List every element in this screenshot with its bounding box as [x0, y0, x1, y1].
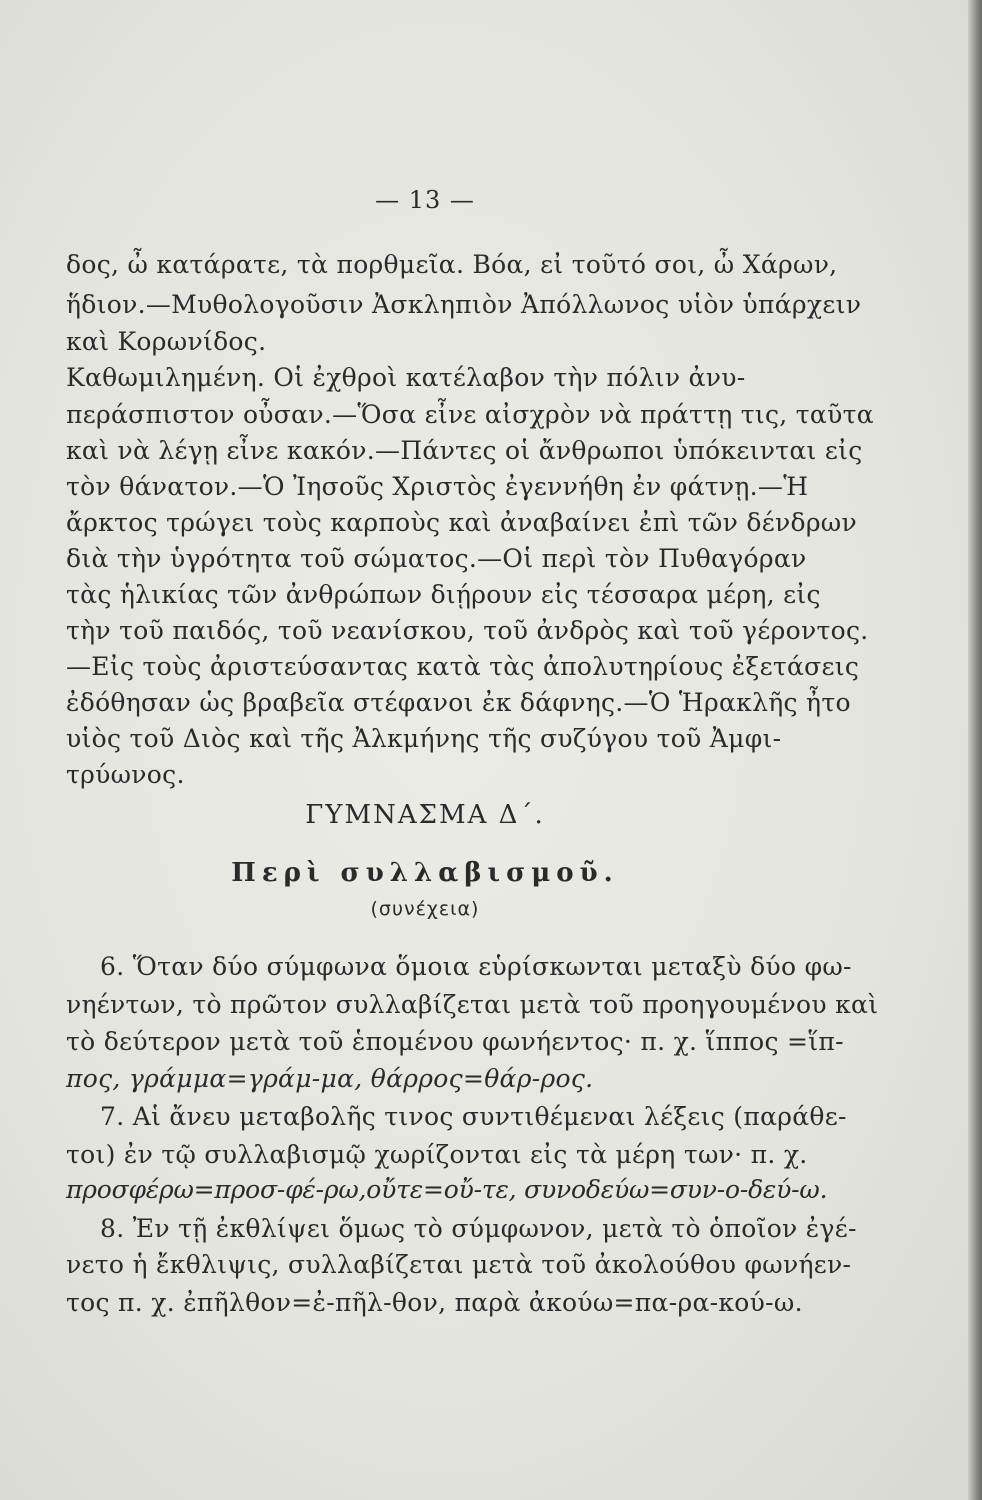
rule-line: νετο ἡ ἔκθλιψις, συλλαβίζεται μετὰ τοῦ ἀκολούθου φωνήεν- [66, 1250, 852, 1279]
section-note: (συνέχεια) [370, 898, 480, 920]
rule-line: προσφέρω=προσ-φέ-ρω,οὔτε=οὔ-τε, συνοδεύω=συν-ο-δεύ-ω. [66, 1175, 828, 1204]
text-line: καὶ Κορωνίδος. [66, 327, 267, 356]
text-line: τὴν τοῦ παιδός, τοῦ νεανίσκου, τοῦ ἀνδρὸς καὶ τοῦ γέροντος. [66, 616, 869, 645]
rule-line: 8. Ἐν τῇ ἐκθλίψει ὅμως τὸ σύμφωνον, μετὰ τὸ ὁποῖον ἐγέ- [100, 1214, 857, 1243]
text-line: υἱὸς τοῦ Διὸς καὶ τῆς Ἀλκμήνης τῆς συζύγου τοῦ Ἀμφι- [66, 724, 782, 753]
page-number: — 13 — [375, 186, 475, 214]
book-spine-shadow [968, 0, 982, 1500]
rule-line: 7. Αἱ ἄνευ μεταβολῆς τινος συντιθέμεναι λέξεις (παράθε- [100, 1102, 847, 1131]
rule-line: τὸ δεύτερον μετὰ τοῦ ἑπομένου φωνήεντος· π. χ. ἵππος =ἵπ- [66, 1027, 844, 1056]
text-line: —Εἰς τοὺς ἀριστεύσαντας κατὰ τὰς ἀπολυτηρίους ἐξετάσεις [66, 652, 860, 681]
rule-line: νηέντων, τὸ πρῶτον συλλαβίζεται μετὰ τοῦ προηγουμένου καὶ [66, 990, 879, 1019]
text-line: ἄρκτος τρώγει τοὺς καρποὺς καὶ ἀναβαίνει ἐπὶ τῶν δένδρων [66, 508, 857, 537]
text-line: τὰς ἡλικίας τῶν ἀνθρώπων διῄρουν εἰς τέσσαρα μέρη, εἰς [66, 580, 821, 609]
text-line: ἐδόθησαν ὡς βραβεῖα στέφανοι ἐκ δάφνης.—Ὁ Ἡρακλῆς ἦτο [66, 688, 851, 717]
text-line: δος, ὦ κατάρατε, τὰ πορθμεῖα. Βόα, εἰ τοῦτό σοι, ὦ Χάρων, [66, 250, 838, 279]
text-line: διὰ τὴν ὑγρότητα τοῦ σώματος.—Οἱ περὶ τὸν Πυθαγόραν [66, 544, 807, 573]
section-title: ΓΥΜΝΑΣΜΑ Δ΄. [305, 800, 545, 830]
text-line: περάσπιστον οὖσαν.—Ὅσα εἶνε αἰσχρὸν νὰ πράττῃ τις, ταῦτα [66, 400, 874, 429]
text-line: καὶ νὰ λέγῃ εἶνε κακόν.—Πάντες οἱ ἄνθρωποι ὑπόκεινται εἰς [66, 436, 863, 465]
rule-line: τοι) ἐν τῷ συλλαβισμῷ χωρίζονται εἰς τὰ μέρη των· π. χ. [66, 1140, 808, 1169]
text-line: τρύωνος. [66, 760, 185, 789]
rule-line: τος π. χ. ἐπῆλθον=ἐ-πῆλ-θον, παρὰ ἀκούω=πα-ρα-κού-ω. [66, 1288, 803, 1317]
section-subtitle: Περὶ συλλαβισμοῦ. [231, 858, 619, 888]
text-line: Καθωμιλημένη. Οἱ ἐχθροὶ κατέλαβον τὴν πόλιν ἀνυ- [66, 363, 746, 392]
text-line: ἥδιον.—Μυθολογοῦσιν Ἀσκληπιὸν Ἀπόλλωνος υἱὸν ὑπάρχειν [66, 290, 862, 319]
rule-line: πος, γράμμα=γράμ-μα, θάρρος=θάρ-ρος. [66, 1064, 594, 1093]
rule-line: 6. Ὅταν δύο σύμφωνα ὅμοια εὑρίσκωνται μεταξὺ δύο φω- [100, 952, 852, 981]
text-line: τὸν θάνατον.—Ὁ Ἰησοῦς Χριστὸς ἐγεννήθη ἐν φάτνῃ.—Ἡ [66, 472, 809, 501]
